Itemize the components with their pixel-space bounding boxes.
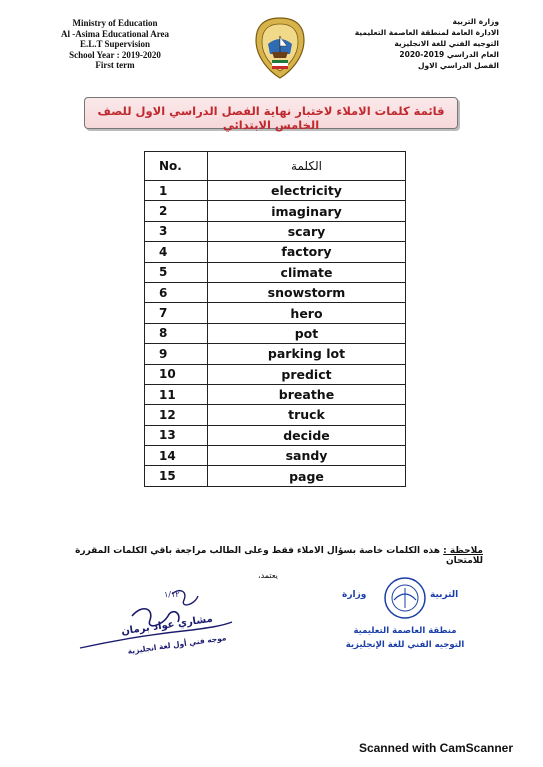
table-row bbox=[145, 221, 406, 241]
row-word: sandy bbox=[208, 446, 406, 466]
term-ar-line: الفصل الدراسي الاول bbox=[418, 61, 499, 70]
row-number: 4 bbox=[145, 242, 208, 262]
table-row bbox=[145, 303, 406, 323]
note-label: ملاحظة : bbox=[443, 546, 483, 556]
row-word: parking lot bbox=[208, 344, 406, 364]
row-number: 3 bbox=[145, 221, 208, 241]
area-ar-line: الادارة العامة لمنطقة العاصمة التعليمية bbox=[354, 28, 499, 37]
row-number: 14 bbox=[145, 446, 208, 466]
table-row bbox=[145, 425, 406, 445]
note bbox=[63, 546, 483, 566]
row-number: 7 bbox=[145, 303, 208, 323]
header-word: الكلمة bbox=[208, 152, 406, 181]
row-number: 5 bbox=[145, 262, 208, 282]
row-number: 6 bbox=[145, 282, 208, 302]
term-line: First term bbox=[95, 60, 135, 70]
table-row bbox=[145, 201, 406, 221]
row-number: 12 bbox=[145, 405, 208, 425]
row-word: truck bbox=[208, 405, 406, 425]
table-row bbox=[145, 181, 406, 201]
table-row bbox=[145, 446, 406, 466]
signature-date: ١/١٢ bbox=[164, 590, 180, 599]
page-title: قائمة كلمات الاملاء لاختبار نهاية الفصل الدراسي الاول للصف الخامس الابتدائي bbox=[97, 104, 445, 132]
kuwait-emblem-icon bbox=[250, 14, 310, 82]
row-number: 8 bbox=[145, 323, 208, 343]
row-word: snowstorm bbox=[208, 282, 406, 302]
header-left bbox=[40, 18, 190, 71]
row-number: 15 bbox=[145, 466, 208, 486]
camscanner-watermark: Scanned with CamScanner bbox=[358, 741, 513, 755]
row-number: 10 bbox=[145, 364, 208, 384]
table-row bbox=[145, 282, 406, 302]
row-word: climate bbox=[208, 262, 406, 282]
school-year-ar-line: العام الدراسي 2019-2020 bbox=[399, 50, 499, 59]
row-word: hero bbox=[208, 303, 406, 323]
row-word: factory bbox=[208, 242, 406, 262]
table-row bbox=[145, 405, 406, 425]
row-word: electricity bbox=[208, 181, 406, 201]
row-number: 1 bbox=[145, 181, 208, 201]
row-word: predict bbox=[208, 364, 406, 384]
signature-title: موجه فني أول لغة انجليزية bbox=[127, 633, 227, 656]
row-word: page bbox=[208, 466, 406, 486]
row-word: breathe bbox=[208, 384, 406, 404]
table-row bbox=[145, 323, 406, 343]
stamp-line-2: التوجيه الفني للغة الإنجليزية bbox=[345, 640, 465, 650]
ministry-ar-line: وزارة التربية bbox=[452, 17, 499, 26]
table-row bbox=[145, 466, 406, 486]
header-right bbox=[349, 16, 499, 71]
row-word: imaginary bbox=[208, 201, 406, 221]
school-year-line: School Year : 2019-2020 bbox=[69, 49, 161, 60]
table-row bbox=[145, 384, 406, 404]
table-row bbox=[145, 344, 406, 364]
note-text: هذه الكلمات خاصة بسؤال الاملاء فقط وعلى الطالب مراجعة باقي الكلمات المقررة للامتحان bbox=[75, 546, 483, 566]
row-word: pot bbox=[208, 323, 406, 343]
stamp-line-1: منطقة العاصمة التعليمية bbox=[353, 626, 457, 636]
ministry-line: Ministry of Education bbox=[72, 18, 158, 28]
spelling-word-table bbox=[144, 151, 406, 487]
stamp-word-left: وزارة bbox=[342, 590, 367, 600]
stamp bbox=[330, 574, 480, 664]
title-box bbox=[84, 97, 458, 132]
row-word: decide bbox=[208, 425, 406, 445]
row-number: 11 bbox=[145, 384, 208, 404]
row-number: 2 bbox=[145, 201, 208, 221]
table-row bbox=[145, 242, 406, 262]
row-word: scary bbox=[208, 221, 406, 241]
signature-name: مشاري عواد برمان bbox=[120, 613, 214, 638]
supervision-ar-line: التوجيه الفني للغة الانجليزية bbox=[394, 39, 499, 48]
table-row bbox=[145, 262, 406, 282]
signature bbox=[72, 586, 242, 661]
area-line: Al -Asima Educational Area bbox=[60, 28, 170, 39]
row-number: 13 bbox=[145, 425, 208, 445]
approval-text: يعتمد، bbox=[258, 571, 278, 580]
table-row bbox=[145, 364, 406, 384]
table-header-row bbox=[145, 152, 406, 181]
stamp-word-right: التربية bbox=[430, 590, 459, 600]
row-number: 9 bbox=[145, 344, 208, 364]
header-no: No. bbox=[145, 152, 208, 181]
supervision-line: E.L.T Supervision bbox=[79, 39, 151, 49]
